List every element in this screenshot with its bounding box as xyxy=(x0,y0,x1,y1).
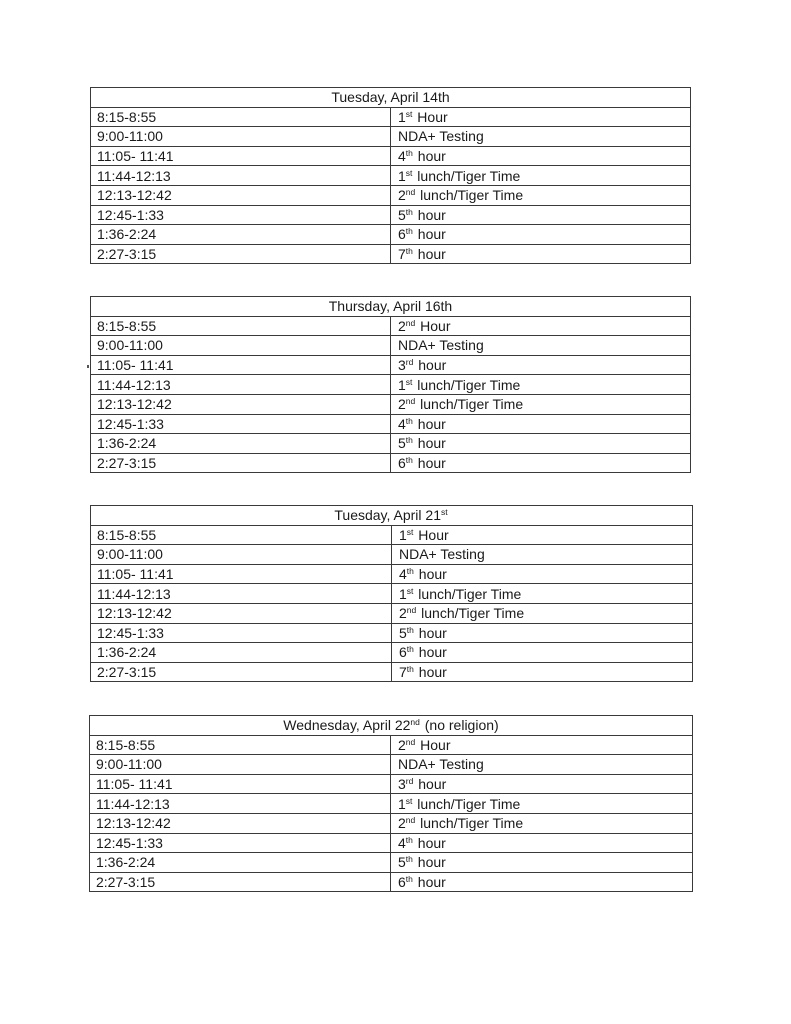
period-ordinal-suffix: th xyxy=(405,854,413,865)
period-cell xyxy=(391,205,691,225)
schedule-table-3 xyxy=(90,505,693,682)
period-cell xyxy=(391,414,691,434)
period-label: hour xyxy=(414,357,447,374)
table-row xyxy=(91,127,691,147)
period-label: NDA+ Testing xyxy=(398,756,484,773)
period-number: 2 xyxy=(398,187,406,204)
period-ordinal-suffix: rd xyxy=(405,776,414,787)
period-number: 6 xyxy=(398,874,406,891)
schedule-table-4 xyxy=(89,715,693,892)
time-cell xyxy=(90,755,391,775)
time-range: 12:45-1:33 xyxy=(97,415,164,432)
period-number: 3 xyxy=(398,357,406,374)
period-cell xyxy=(391,755,693,775)
time-cell xyxy=(91,584,392,604)
period-cell xyxy=(391,375,691,395)
period-cell xyxy=(391,774,693,794)
schedule-title xyxy=(91,506,693,526)
period-number: 1 xyxy=(398,376,406,393)
time-cell xyxy=(91,225,391,245)
schedule-title-note: (no religion) xyxy=(420,717,499,734)
period-cell xyxy=(392,643,693,663)
period-number: 1 xyxy=(398,167,406,184)
time-range: 9:00-11:00 xyxy=(96,756,162,773)
period-label: Hour xyxy=(413,108,448,125)
time-cell xyxy=(91,662,392,682)
time-cell xyxy=(91,336,391,356)
table-row xyxy=(91,146,691,166)
period-ordinal-suffix: st xyxy=(406,585,414,596)
table-row xyxy=(90,872,693,892)
period-cell xyxy=(391,166,691,186)
period-label: hour xyxy=(414,644,447,661)
table-row xyxy=(90,833,693,853)
table-row xyxy=(90,774,693,794)
period-cell xyxy=(391,833,693,853)
schedule-title-row xyxy=(91,506,693,526)
period-number: 3 xyxy=(398,776,406,793)
table-row xyxy=(91,107,691,127)
time-cell xyxy=(91,244,391,264)
period-ordinal-suffix: nd xyxy=(405,736,416,747)
period-number: 2 xyxy=(398,317,406,334)
period-cell xyxy=(392,603,693,623)
period-number: 4 xyxy=(398,148,406,165)
time-range: 1:36-2:24 xyxy=(97,226,157,243)
time-range: 11:44-12:13 xyxy=(96,795,170,812)
period-cell xyxy=(391,185,691,205)
period-cell xyxy=(391,225,691,245)
time-range: 8:15-8:55 xyxy=(96,736,156,753)
time-range: 11:05- 11:41 xyxy=(97,148,174,165)
period-ordinal-suffix: nd xyxy=(406,605,417,616)
period-ordinal-suffix: th xyxy=(405,435,413,446)
time-range: 2:27-3:15 xyxy=(96,874,156,891)
time-cell xyxy=(90,833,391,853)
period-ordinal-suffix: st xyxy=(405,376,413,387)
period-label: hour xyxy=(414,664,447,681)
time-range: 9:00-11:00 xyxy=(97,128,163,145)
period-ordinal-suffix: st xyxy=(405,167,413,178)
time-cell xyxy=(90,794,391,814)
period-label: Hour xyxy=(414,526,449,543)
table-row xyxy=(91,316,691,336)
time-range: 12:45-1:33 xyxy=(97,624,164,641)
period-label: lunch/Tiger Time xyxy=(413,795,521,812)
period-number: 1 xyxy=(399,585,407,602)
time-range: 11:44-12:13 xyxy=(97,376,171,393)
schedule-title xyxy=(90,716,693,736)
time-cell xyxy=(91,453,391,473)
period-cell xyxy=(392,525,693,545)
period-ordinal-suffix: nd xyxy=(405,396,416,407)
period-cell xyxy=(391,394,691,414)
period-number: 5 xyxy=(399,624,407,641)
time-cell xyxy=(91,394,391,414)
period-ordinal-suffix: rd xyxy=(405,357,414,368)
period-label: hour xyxy=(413,246,446,263)
period-number: 2 xyxy=(398,736,406,753)
period-number: 1 xyxy=(398,795,406,812)
period-label: hour xyxy=(414,566,447,583)
period-number: 5 xyxy=(398,854,406,871)
period-cell xyxy=(391,316,691,336)
period-ordinal-suffix: nd xyxy=(405,815,416,826)
time-range: 12:13-12:42 xyxy=(97,187,172,204)
period-ordinal-suffix: th xyxy=(405,226,413,237)
time-cell xyxy=(90,774,391,794)
period-cell xyxy=(391,872,693,892)
time-cell xyxy=(91,146,391,166)
time-range: 1:36-2:24 xyxy=(97,644,157,661)
time-cell xyxy=(91,564,392,584)
period-cell xyxy=(391,146,691,166)
period-label: hour xyxy=(413,148,446,165)
time-cell xyxy=(91,525,392,545)
period-cell xyxy=(391,244,691,264)
period-number: 2 xyxy=(398,815,406,832)
schedule-title-text: Thursday, April 16th xyxy=(328,298,453,315)
table-row xyxy=(91,545,693,565)
schedule-title-text: Tuesday, April 21 xyxy=(334,507,441,524)
table-row xyxy=(91,643,693,663)
time-cell xyxy=(91,414,391,434)
time-cell xyxy=(91,316,391,336)
period-label: hour xyxy=(413,226,446,243)
period-ordinal-suffix: th xyxy=(406,566,414,577)
period-label: lunch/Tiger Time xyxy=(413,167,521,184)
period-label: Hour xyxy=(416,317,451,334)
period-number: 5 xyxy=(398,206,406,223)
table-row xyxy=(91,623,693,643)
period-ordinal-suffix: nd xyxy=(405,317,416,328)
period-ordinal-suffix: th xyxy=(405,246,413,257)
period-label: lunch/Tiger Time xyxy=(414,585,522,602)
table-row xyxy=(91,244,691,264)
period-cell xyxy=(391,813,693,833)
time-range: 8:15-8:55 xyxy=(97,108,157,125)
time-cell xyxy=(91,355,391,375)
period-label: NDA+ Testing xyxy=(398,337,484,354)
schedule-title-row xyxy=(90,716,693,736)
time-range: 1:36-2:24 xyxy=(96,854,156,871)
period-ordinal-suffix: th xyxy=(405,874,413,885)
period-cell xyxy=(392,623,693,643)
table-row xyxy=(91,525,693,545)
period-ordinal-suffix: th xyxy=(405,415,413,426)
time-range: 11:05- 11:41 xyxy=(97,357,174,374)
period-cell xyxy=(391,434,691,454)
table-row xyxy=(91,166,691,186)
period-label: Hour xyxy=(416,736,451,753)
period-ordinal-suffix: th xyxy=(406,664,414,675)
period-number: 6 xyxy=(399,644,407,661)
table-row xyxy=(90,853,693,873)
time-range: 9:00-11:00 xyxy=(97,546,163,563)
period-ordinal-suffix: th xyxy=(406,644,414,655)
period-ordinal-suffix: th xyxy=(405,455,413,466)
period-cell xyxy=(391,355,691,375)
table-row xyxy=(91,564,693,584)
table-row xyxy=(90,755,693,775)
period-number: 5 xyxy=(398,435,406,452)
time-range: 11:05- 11:41 xyxy=(96,776,173,793)
period-number: 6 xyxy=(398,455,406,472)
time-range: 12:13-12:42 xyxy=(97,605,172,622)
time-cell xyxy=(91,107,391,127)
period-ordinal-suffix: st xyxy=(406,526,414,537)
schedule-table-2 xyxy=(90,296,691,473)
time-range: 11:44-12:13 xyxy=(97,585,171,602)
time-range: 12:13-12:42 xyxy=(97,396,172,413)
table-row xyxy=(91,584,693,604)
period-cell xyxy=(391,336,691,356)
period-ordinal-suffix: nd xyxy=(405,187,416,198)
period-number: 7 xyxy=(398,246,406,263)
period-number: 2 xyxy=(398,396,406,413)
time-cell xyxy=(90,853,391,873)
time-range: 12:13-12:42 xyxy=(96,815,171,832)
schedule-title xyxy=(91,88,691,108)
time-cell xyxy=(91,205,391,225)
period-number: 4 xyxy=(398,415,406,432)
table-row xyxy=(91,355,691,375)
table-row xyxy=(90,735,693,755)
period-ordinal-suffix: th xyxy=(405,206,413,217)
time-range: 11:44-12:13 xyxy=(97,167,171,184)
time-cell xyxy=(91,434,391,454)
schedule-title-row xyxy=(91,88,691,108)
time-range: 12:45-1:33 xyxy=(97,206,164,223)
table-row xyxy=(91,205,691,225)
table-row xyxy=(90,794,693,814)
period-label: lunch/Tiger Time xyxy=(416,187,524,204)
time-cell xyxy=(90,813,391,833)
time-cell xyxy=(90,872,391,892)
period-label: hour xyxy=(413,455,446,472)
table-row xyxy=(91,453,691,473)
time-range: 2:27-3:15 xyxy=(97,455,157,472)
period-cell xyxy=(392,584,693,604)
period-number: 7 xyxy=(399,664,407,681)
time-range: 2:27-3:15 xyxy=(97,664,157,681)
period-ordinal-suffix: th xyxy=(406,624,414,635)
time-cell xyxy=(91,623,392,643)
scan-mark xyxy=(87,365,89,368)
period-label: lunch/Tiger Time xyxy=(416,396,524,413)
time-range: 12:45-1:33 xyxy=(96,834,163,851)
period-label: hour xyxy=(413,206,446,223)
period-label: hour xyxy=(414,776,447,793)
time-range: 2:27-3:15 xyxy=(97,246,157,263)
period-label: lunch/Tiger Time xyxy=(413,376,521,393)
period-label: hour xyxy=(413,435,446,452)
table-row xyxy=(91,414,691,434)
period-cell xyxy=(391,127,691,147)
time-cell xyxy=(91,127,391,147)
period-cell xyxy=(391,453,691,473)
schedule-title xyxy=(91,297,691,317)
time-range: 8:15-8:55 xyxy=(97,526,157,543)
period-cell xyxy=(392,564,693,584)
time-range: 1:36-2:24 xyxy=(97,435,157,452)
schedule-title-suffix-sup: nd xyxy=(410,717,420,728)
period-number: 4 xyxy=(398,834,406,851)
time-cell xyxy=(90,735,391,755)
period-cell xyxy=(392,545,693,565)
period-label: hour xyxy=(414,624,447,641)
period-label: lunch/Tiger Time xyxy=(416,815,524,832)
period-label: NDA+ Testing xyxy=(399,546,485,563)
period-label: NDA+ Testing xyxy=(398,128,484,145)
time-range: 11:05- 11:41 xyxy=(97,566,174,583)
time-cell xyxy=(91,185,391,205)
schedule-table-1 xyxy=(90,87,691,264)
period-number: 4 xyxy=(399,566,407,583)
time-cell xyxy=(91,166,391,186)
period-number: 6 xyxy=(398,226,406,243)
table-row xyxy=(91,434,691,454)
period-ordinal-suffix: st xyxy=(405,108,413,119)
time-range: 9:00-11:00 xyxy=(97,337,163,354)
time-cell xyxy=(91,375,391,395)
period-number: 2 xyxy=(399,605,407,622)
period-label: hour xyxy=(413,874,446,891)
period-cell xyxy=(391,107,691,127)
table-row xyxy=(91,603,693,623)
period-ordinal-suffix: st xyxy=(405,795,413,806)
table-row xyxy=(91,185,691,205)
period-label: lunch/Tiger Time xyxy=(417,605,525,622)
table-row xyxy=(91,336,691,356)
schedule-title-text: Tuesday, April 14th xyxy=(331,89,450,106)
table-row xyxy=(91,394,691,414)
period-cell xyxy=(392,662,693,682)
table-row xyxy=(90,813,693,833)
schedule-title-row xyxy=(91,297,691,317)
time-cell xyxy=(91,545,392,565)
schedule-title-text: Wednesday, April 22 xyxy=(283,717,411,734)
period-cell xyxy=(391,853,693,873)
period-label: hour xyxy=(413,415,446,432)
period-cell xyxy=(391,735,693,755)
period-ordinal-suffix: th xyxy=(405,148,413,159)
period-number: 1 xyxy=(399,526,407,543)
table-row xyxy=(91,225,691,245)
period-label: hour xyxy=(413,834,446,851)
time-range: 8:15-8:55 xyxy=(97,317,157,334)
table-row xyxy=(91,662,693,682)
schedule-title-suffix-sup: st xyxy=(441,507,448,518)
period-label: hour xyxy=(413,854,446,871)
period-cell xyxy=(391,794,693,814)
time-cell xyxy=(91,643,392,663)
period-number: 1 xyxy=(398,108,406,125)
period-ordinal-suffix: th xyxy=(405,834,413,845)
table-row xyxy=(91,375,691,395)
time-cell xyxy=(91,603,392,623)
